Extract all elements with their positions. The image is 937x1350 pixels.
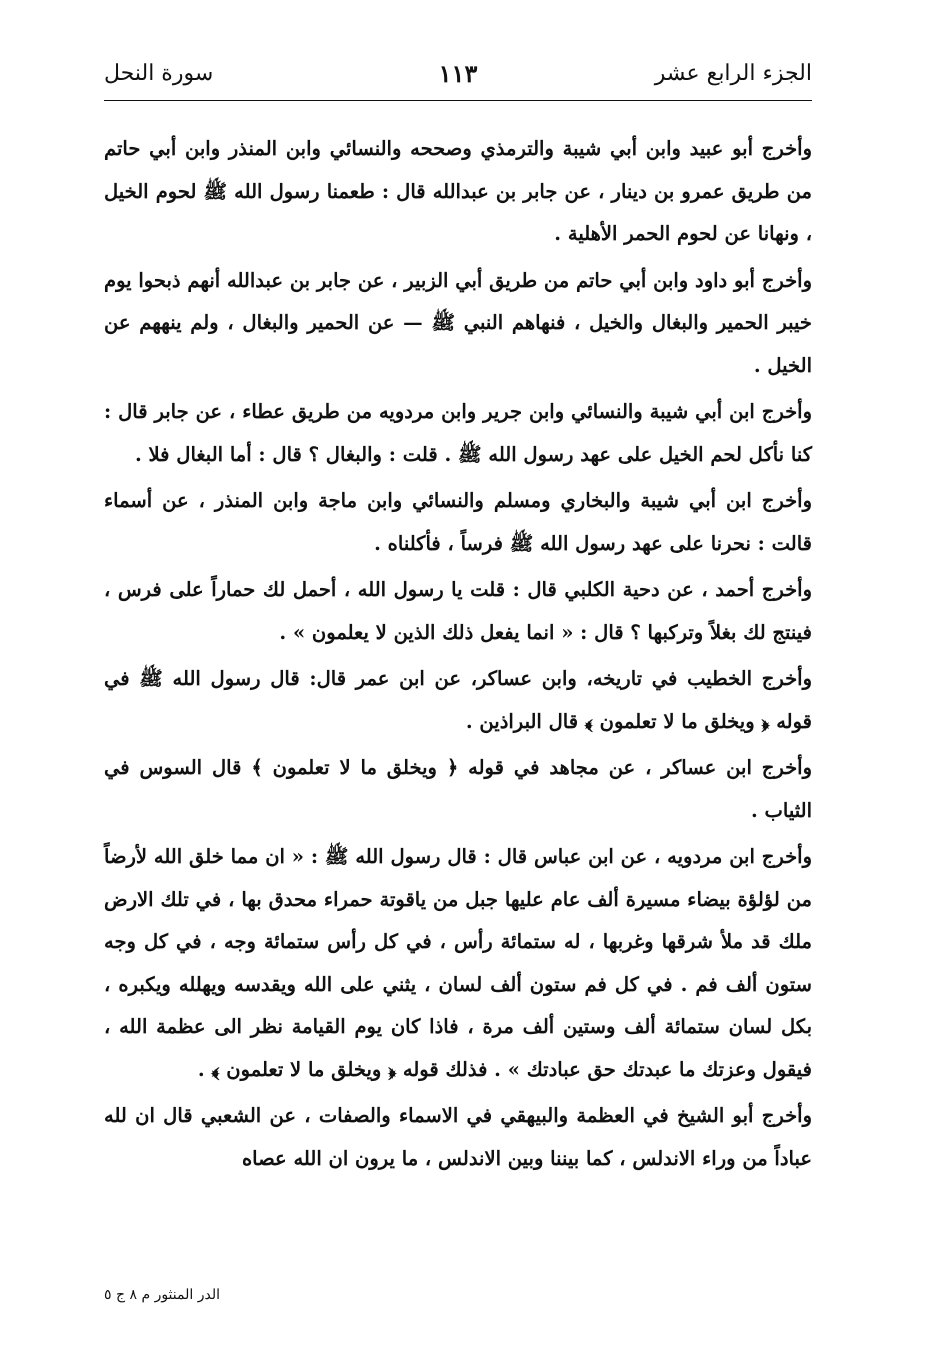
page-number: ١١٣ xyxy=(438,58,478,88)
paragraph: وأخرج أبو داود وابن أبي حاتم من طريق أبي الزبير ، عن جابر بن عبدالله أنهم ذبحوا يوم خيبر الحمير والبغال والخيل ، فنهاهم النبي ﷺ — عن الحمير والبغال ، ولم ينههم عن الخيل . xyxy=(104,268,812,377)
paragraph: وأخرج ابن مردويه ، عن ابن عباس قال : قال رسول الله ﷺ : « ان مما خلق الله لأرضاً من لؤلؤة بيضاء مسيرة ألف عام عليها جبل من ياقوتة حمراء محدق بها ، في تلك الارض ملك قد ملأ شرقها وغربها ، له ستمائة رأس ، في كل رأس ستمائة وجه ، في كل وجه ستون ألف فم . في كل فم ستون ألف لسان ، يثني على الله ويقدسه ويهلله ويكبره ، بكل لسان ستمائة ألف وستين ألف مرة ، فاذا كان يوم القيامة نظر الى عظمة الله ، فيقول وعزتك ما عبدتك حق عبادتك » . فذلك قوله ﴿ ويخلق ما لا تعلمون ﴾ . xyxy=(104,845,812,1081)
paragraph: وأخرج أبو عبيد وابن أبي شيبة والترمذي وصححه والنسائي وابن المنذر وابن أبي حاتم من طريق عمرو بن دينار ، عن جابر بن عبدالله قال : طعمنا رسول الله ﷺ لحوم الخيل ، ونهانا عن لحوم الحمر الأهلية . xyxy=(104,137,812,245)
paragraph: وأخرج أحمد ، عن دحية الكلبي قال : قلت يا رسول الله ، أحمل لك حماراً على فرس ، فينتج لك بغلاً وتركبها ؟ قال : « انما يفعل ذلك الذين لا يعلمون » . xyxy=(104,578,812,644)
main-text xyxy=(104,128,812,1184)
surah-label: سورة النحل xyxy=(104,60,214,86)
header-divider xyxy=(104,100,812,101)
paragraph: وأخرج ابن أبي شيبة والنسائي وابن جرير وابن مردويه من طريق عطاء ، عن جابر قال : كنا نأكل لحم الخيل على عهد رسول الله ﷺ . قلت : والبغال ؟ قال : أما البغال فلا . xyxy=(104,400,812,466)
part-label: الجزء الرابع عشر xyxy=(654,60,812,86)
paragraph: وأخرج ابن عساكر ، عن مجاهد في قوله ﴿ ويخلق ما لا تعلمون ﴾ قال السوس في الثياب . xyxy=(104,756,812,822)
page-header xyxy=(104,48,812,98)
signature-mark: الدر المنثور م ٨ ج ٥ xyxy=(104,1287,220,1303)
paragraph: وأخرج الخطيب في تاريخه، وابن عساكر، عن ابن عمر قال: قال رسول الله ﷺ في قوله ﴿ ويخلق ما لا تعلمون ﴾ قال البراذين . xyxy=(104,667,812,733)
paragraph: وأخرج ابن أبي شيبة والبخاري ومسلم والنسائي وابن ماجة وابن المنذر ، عن أسماء قالت : نحرنا على عهد رسول الله ﷺ فرساً ، فأكلناه . xyxy=(104,489,812,555)
paragraph: وأخرج أبو الشيخ في العظمة والبيهقي في الاسماء والصفات ، عن الشعبي قال ان لله عباداً من وراء الاندلس ، كما بيننا وبين الاندلس ، ما يرون ان الله عصاه xyxy=(104,1104,812,1170)
